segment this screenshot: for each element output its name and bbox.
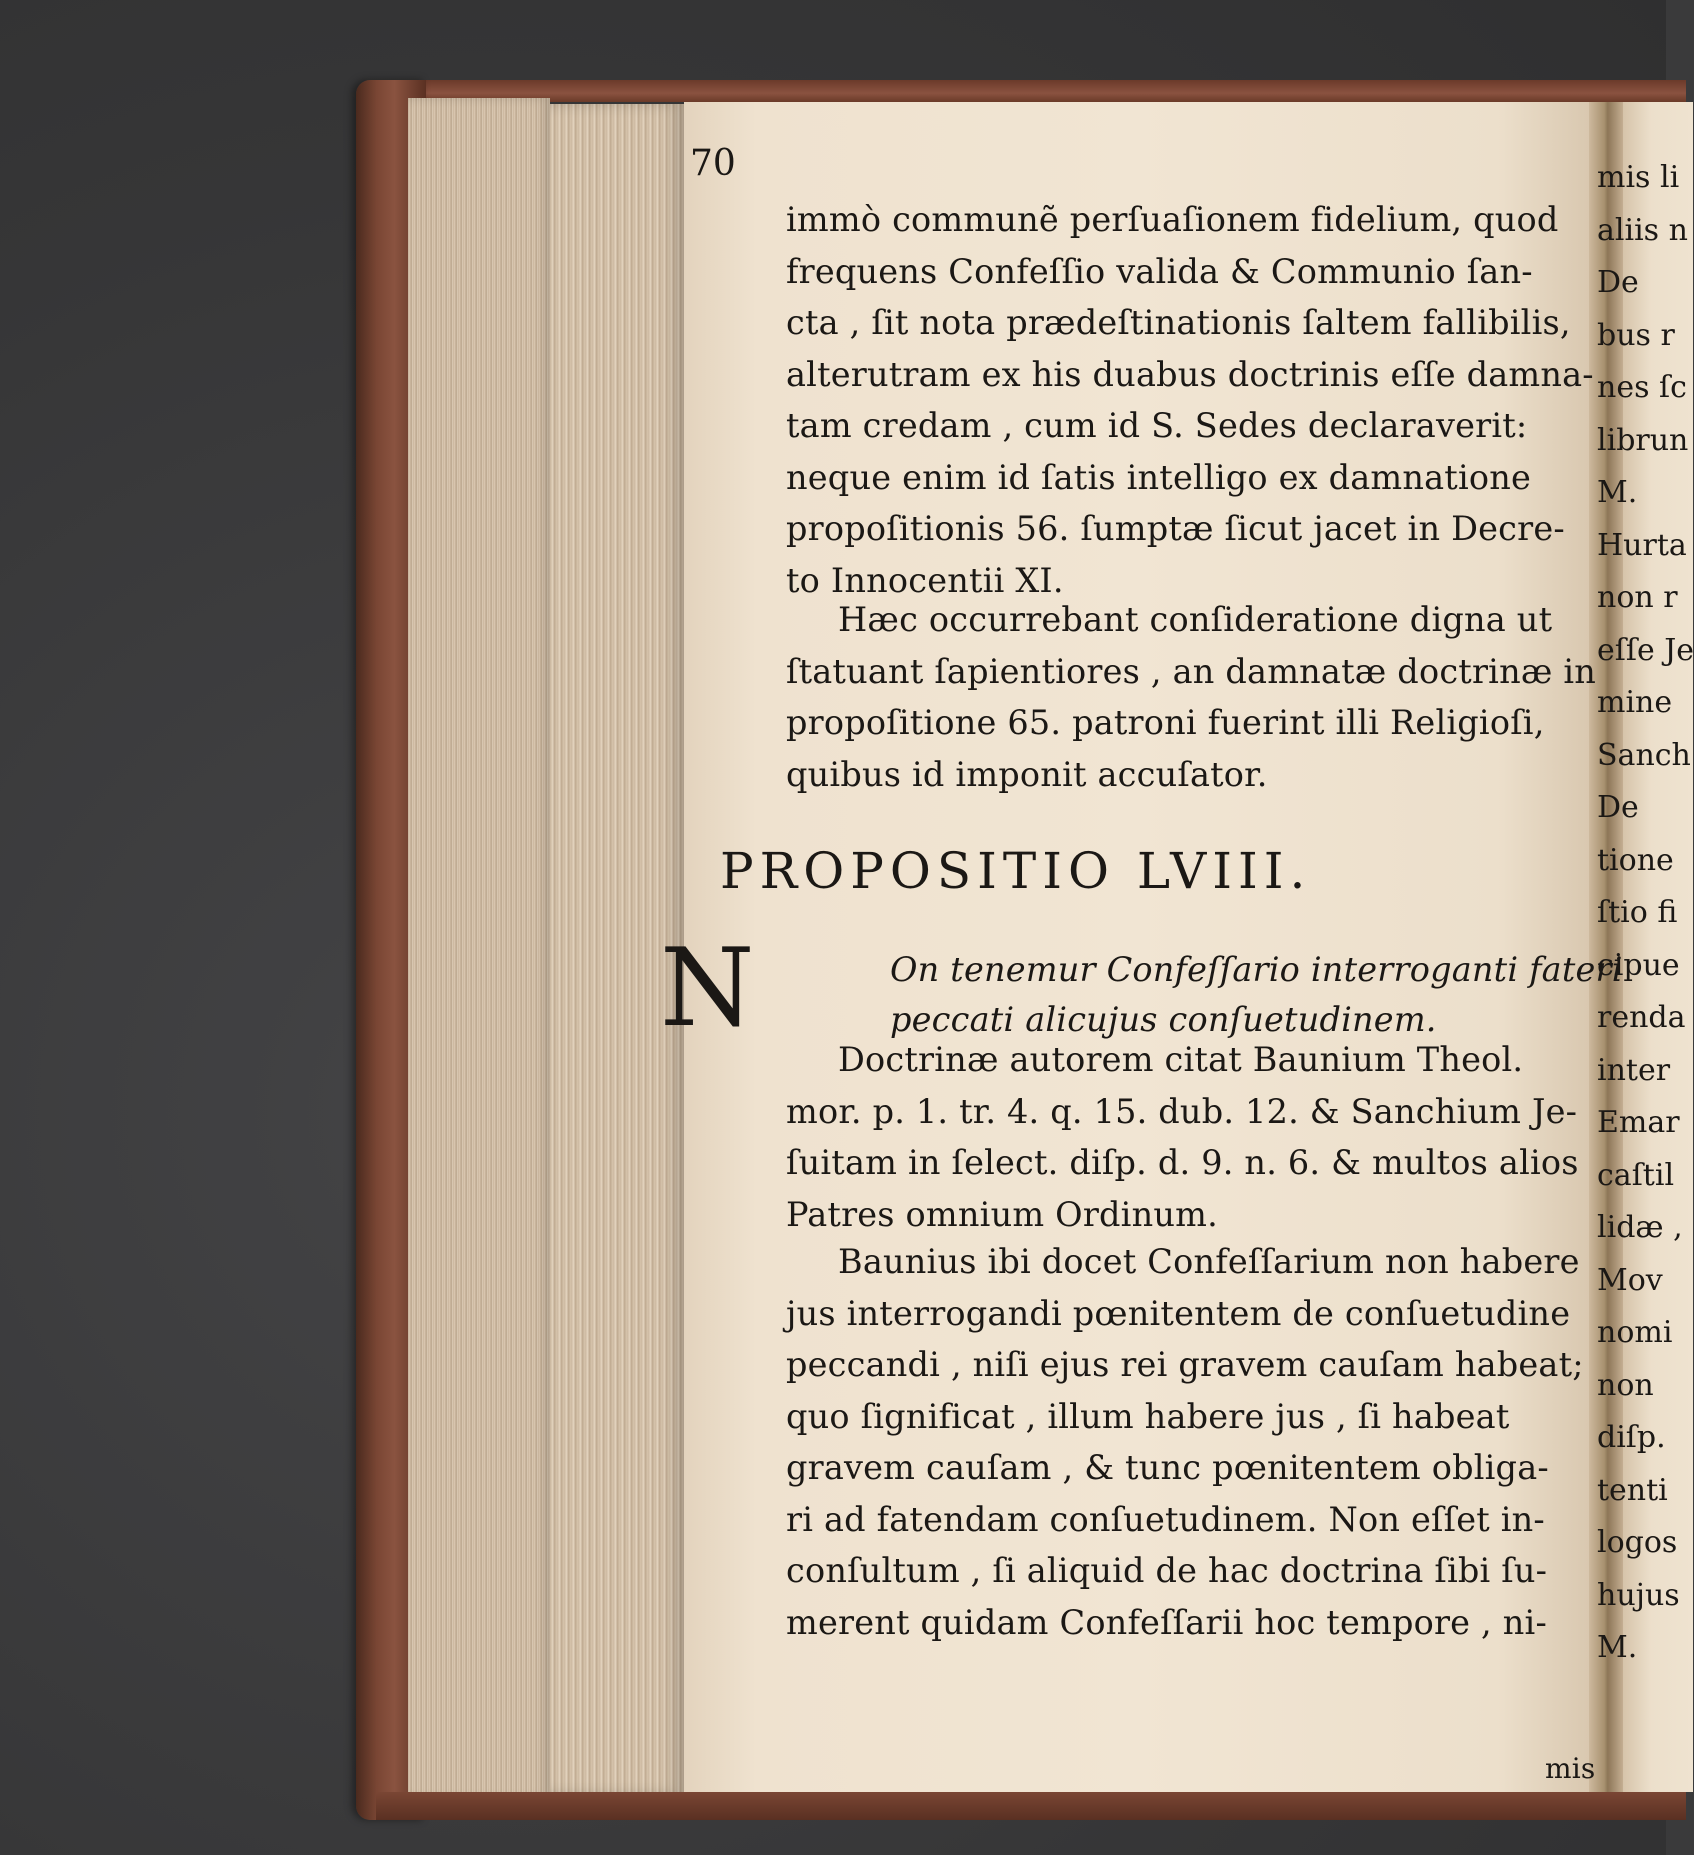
text-line: gravem cauſam , & tunc pœnitentem obliga- xyxy=(786,1448,1549,1487)
cover-top-edge xyxy=(376,80,1686,102)
text-line: ri ad fatendam conſuetudinem. Non eſſet in- xyxy=(786,1499,1545,1539)
right-page-line: ſtio fi xyxy=(1597,895,1678,930)
right-page-line: aliis n xyxy=(1597,212,1688,248)
right-page-line: De xyxy=(1597,265,1639,300)
text-line: Doctrinæ autorem citat Baunium Theol. xyxy=(838,1040,1524,1079)
right-page-line: Emar xyxy=(1597,1105,1680,1140)
page-number: 70 xyxy=(690,143,736,184)
right-page-line: tione xyxy=(1597,842,1674,878)
text-line: peccati alicujus conſuetudinem. xyxy=(890,1000,1437,1039)
text-line: merent quidam Confeſſarii hoc tempore , ni- xyxy=(786,1602,1547,1642)
right-page-line: bus r xyxy=(1597,317,1675,353)
text-line: frequens Confeſſio valida & Communio ſan- xyxy=(786,251,1533,291)
right-page-line: non xyxy=(1597,1367,1654,1403)
right-page-line: diſp. xyxy=(1597,1420,1666,1455)
text-line: ſtatuant ſapientiores , an damnatæ doctrinæ in xyxy=(786,651,1597,691)
text-line: to Innocentii XI. xyxy=(786,560,1064,600)
text-line: immò communẽ perſuaſionem fidelium, quod xyxy=(786,200,1559,239)
text-line: propoſitionis 56. ſumptæ ſicut jacet in Decre- xyxy=(786,509,1565,548)
text-line: tam credam , cum id S. Sedes declaraverit: xyxy=(786,406,1528,445)
right-page-line: non r xyxy=(1597,580,1678,615)
text-line: ſuitam in ſelect. diſp. d. 9. n. 6. & multos alios xyxy=(786,1143,1579,1182)
right-page-line: nes ſc xyxy=(1597,370,1687,405)
right-page-line: nomi xyxy=(1597,1315,1673,1350)
text-line: jus interrogandi pœnitentem de conſuetudine xyxy=(786,1293,1571,1333)
right-page-line: De xyxy=(1597,790,1639,825)
text-line: quo ſignificat , illum habere jus , ſi habeat xyxy=(786,1396,1510,1436)
right-page-line: logos xyxy=(1597,1525,1678,1560)
right-page-line: tenti xyxy=(1597,1472,1668,1508)
page-edges-outer xyxy=(408,98,550,1798)
right-page-line: caſtil xyxy=(1597,1157,1675,1193)
right-page-line: librun xyxy=(1597,422,1689,458)
right-page-line: mine xyxy=(1597,685,1673,720)
text-line: On tenemur Confeſſario interroganti fateri xyxy=(890,950,1623,989)
right-page-line: lidæ , xyxy=(1597,1210,1683,1245)
text-line: peccandi , niſi ejus rei gravem cauſam habeat; xyxy=(786,1345,1584,1384)
right-page-text-clip xyxy=(1595,100,1694,1740)
right-page-line: Mov xyxy=(1597,1262,1663,1298)
text-line: Baunius ibi docet Confeſſarium non habere xyxy=(838,1242,1580,1281)
right-page-line: Sanch xyxy=(1597,737,1691,773)
catchword: mis xyxy=(1545,1752,1596,1785)
text-line: quibus id imponit accuſator. xyxy=(786,754,1268,794)
text-line: alterutram ex his duabus doctrinis eſſe damna- xyxy=(786,354,1594,394)
right-page-line: Hurta xyxy=(1597,527,1687,563)
text-line: cta , ſit nota prædeſtinationis ſaltem fallibilis, xyxy=(786,303,1571,342)
text-line: neque enim id ſatis intelligo ex damnatione xyxy=(786,457,1532,497)
right-page-line: renda xyxy=(1597,1000,1686,1035)
right-page-line: hujus xyxy=(1597,1577,1680,1613)
right-page-line: mis li xyxy=(1597,160,1680,195)
right-page-line: M. xyxy=(1597,1630,1638,1665)
section-heading: PROPOSITIO LVIII. xyxy=(720,842,1312,900)
text-line: Hæc occurrebant conſideratione digna ut xyxy=(838,600,1553,639)
text-line: propoſitione 65. patroni fuerint illi Religioſi, xyxy=(786,703,1545,742)
drop-cap: N xyxy=(660,926,755,1051)
right-page-line: cipue xyxy=(1597,947,1680,983)
right-page-line: inter xyxy=(1597,1052,1671,1088)
text-line: mor. p. 1. tr. 4. q. 15. dub. 12. & Sanchium Je- xyxy=(786,1091,1578,1131)
right-page-line: M. xyxy=(1597,475,1638,510)
text-line: Patres omnium Ordinum. xyxy=(786,1194,1218,1234)
right-page-line: eſſe Je xyxy=(1597,632,1694,668)
cover-bottom-edge xyxy=(376,1792,1686,1820)
text-line: conſultum , ſi aliquid de hac doctrina ſibi ſu- xyxy=(786,1551,1548,1590)
